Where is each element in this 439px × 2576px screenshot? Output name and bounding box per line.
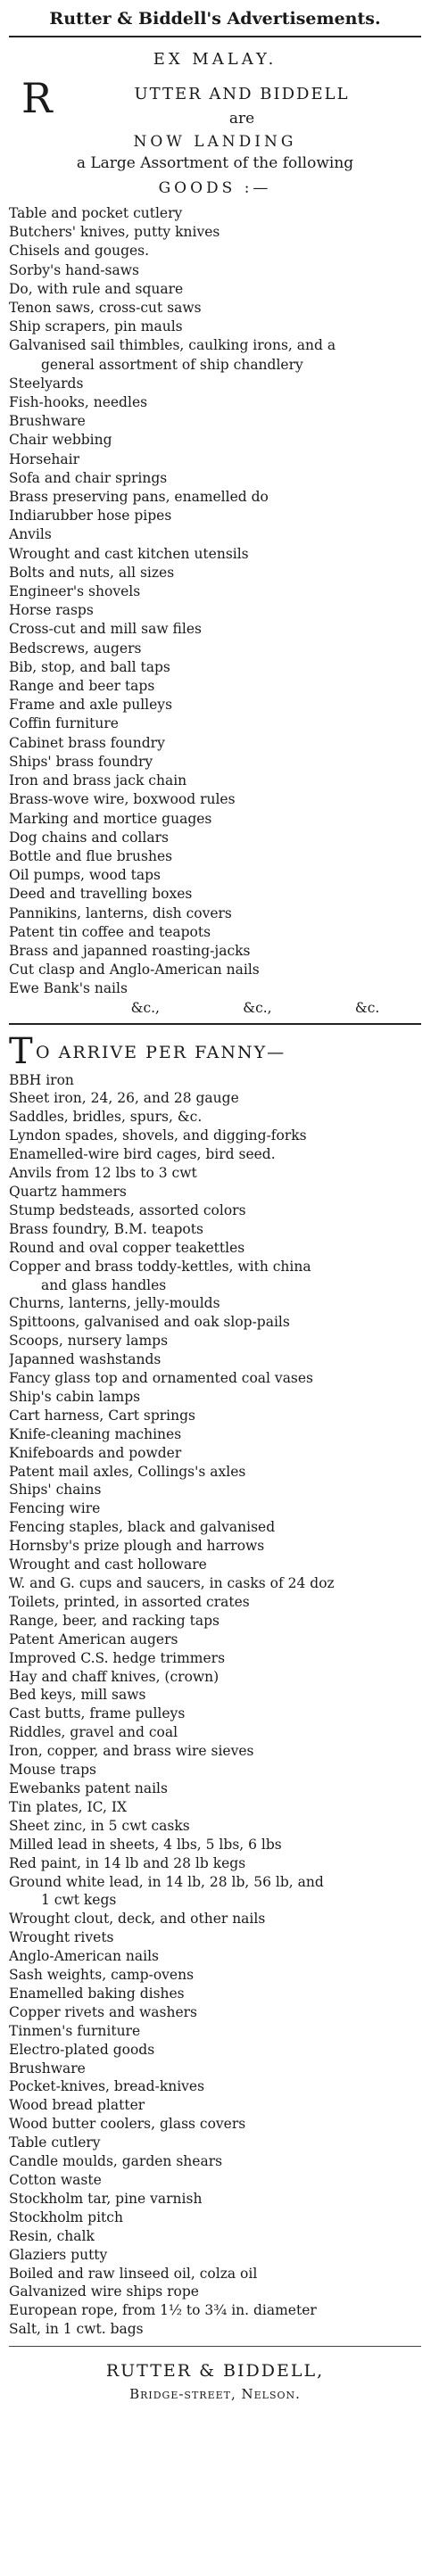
footer-divider xyxy=(9,2346,421,2347)
list-item: Tinmen's furniture xyxy=(9,2022,141,2039)
list-item: Toilets, printed, in assorted crates xyxy=(9,1593,250,1610)
list-item: Cast butts, frame pulleys xyxy=(9,1705,186,1722)
list-item: Hay and chaff knives, (crown) xyxy=(9,1668,220,1685)
list-item: European rope, from 1½ to 3¾ in. diameter xyxy=(9,2302,317,2319)
list-item: Fencing wire xyxy=(9,1500,101,1517)
list-item: Fencing staples, black and galvanised xyxy=(9,1519,276,1536)
list-item: Cut clasp and Anglo-American nails xyxy=(9,962,260,978)
list-item: Do, with rule and square xyxy=(9,280,184,297)
list-item: Galvanised sail thimbles, caulking irons, and a xyxy=(9,337,336,354)
list-item: Dog chains and collars xyxy=(9,829,169,846)
list-item: Wrought clout, deck, and other nails xyxy=(9,1911,266,1928)
list-item: Iron, copper, and brass wire sieves xyxy=(9,1743,254,1760)
list-item: Table and pocket cutlery xyxy=(9,205,183,221)
list-item: Sash weights, camp-ovens xyxy=(9,1967,195,1984)
list-item: Salt, in 1 cwt. bags xyxy=(9,2321,144,2338)
divider xyxy=(9,1023,421,1025)
etc-mark: &c., xyxy=(243,999,272,1016)
list-item: Bedscrews, augers xyxy=(9,640,142,656)
list-item: Anglo-American nails xyxy=(9,1948,159,1965)
list-item: Japanned washstands xyxy=(9,1351,162,1368)
list-item: Cross-cut and mill saw files xyxy=(9,621,202,638)
list-item: Knife-cleaning machines xyxy=(9,1425,182,1442)
list-item: Resin, chalk xyxy=(9,2227,95,2244)
list-item: Brushware xyxy=(9,2060,86,2076)
firm-name: UTTER AND BIDDELL xyxy=(134,85,350,103)
etc-line xyxy=(9,999,421,1018)
list-item: Range and beer taps xyxy=(9,678,155,695)
list-item: Bottle and flue brushes xyxy=(9,847,173,864)
list-item: Chair webbing xyxy=(9,432,112,449)
list-item: Table cutlery xyxy=(9,2134,101,2151)
list-item: Ship's cabin lamps xyxy=(9,1388,141,1405)
list-item: Sheet iron, 24, 26, and 28 gauge xyxy=(9,1090,239,1107)
list-item: Galvanized wire ships rope xyxy=(9,2283,199,2300)
list-item: Fancy glass top and ornamented coal vases xyxy=(9,1370,314,1387)
signature: RUTTER & BIDDELL, xyxy=(105,2361,325,2382)
list-item: W. and G. cups and saucers, in casks of 24 doz xyxy=(9,1575,335,1591)
list-item: Brushware xyxy=(9,413,86,430)
list-item: Brass preserving pans, enamelled do xyxy=(9,489,269,506)
etc-mark: &c., xyxy=(130,999,160,1016)
list-item: Lyndon spades, shovels, and digging-forks xyxy=(9,1127,307,1144)
list-item: Patent mail axles, Collings's axles xyxy=(9,1463,246,1480)
list-item: Scoops, nursery lamps xyxy=(9,1333,169,1350)
list-item: Stockholm pitch xyxy=(9,2209,123,2225)
list-item: Enamelled baking dishes xyxy=(9,1985,185,2002)
list-item: Wood bread platter xyxy=(9,2097,145,2114)
arrive-list xyxy=(9,1071,421,2340)
list-item: Copper and brass toddy-kettles, with china xyxy=(9,1258,311,1275)
list-item: Sheet zinc, in 5 cwt casks xyxy=(9,1817,190,1834)
list-item: Ships' brass foundry xyxy=(9,753,153,770)
list-item: Red paint, in 14 lb and 28 lb kegs xyxy=(9,1854,246,1871)
list-item: Knifeboards and powder xyxy=(9,1444,182,1461)
list-item: Stockholm tar, pine varnish xyxy=(9,2190,203,2207)
etc-mark: &c. xyxy=(354,999,380,1016)
list-item: Horsehair xyxy=(9,450,79,467)
list-item: Cabinet brass foundry xyxy=(9,734,165,751)
list-item: Patent tin coffee and teapots xyxy=(9,923,211,940)
list-item: Hornsby's prize plough and harrows xyxy=(9,1538,265,1555)
list-item: Churns, lanterns, jelly-moulds xyxy=(9,1295,220,1312)
list-item: Coffin furniture xyxy=(9,715,119,732)
list-item: Copper rivets and washers xyxy=(9,2003,198,2020)
list-item: Ewebanks patent nails xyxy=(9,1779,168,1796)
list-item: Butchers' knives, putty knives xyxy=(9,224,220,241)
list-item: Bib, stop, and ball taps xyxy=(9,658,170,675)
list-item: Chisels and gouges. xyxy=(9,243,150,260)
list-item: Pannikins, lanterns, dish covers xyxy=(9,904,232,921)
list-item: Wrought and cast holloware xyxy=(9,1556,207,1573)
list-item: Cart harness, Cart springs xyxy=(9,1407,195,1424)
list-item: general assortment of ship chandlery xyxy=(41,356,303,373)
page-header: Rutter & Biddell's Advertisements. xyxy=(9,7,421,37)
list-item: Frame and axle pulleys xyxy=(9,697,173,714)
arrive-heading xyxy=(9,1030,421,1072)
list-item: Wood butter coolers, glass covers xyxy=(9,2116,246,2133)
list-item: Brass and japanned roasting-jacks xyxy=(9,942,251,959)
list-item: Anvils xyxy=(9,526,52,543)
list-item: Wrought and cast kitchen utensils xyxy=(9,545,249,562)
list-item: Milled lead in sheets, 4 lbs, 5 lbs, 6 lbs xyxy=(9,1836,282,1853)
list-item: Wrought rivets xyxy=(9,1929,114,1946)
list-item: Riddles, gravel and coal xyxy=(9,1724,178,1741)
list-item: Ewe Bank's nails xyxy=(9,980,128,997)
list-item: Ground white lead, in 14 lb, 28 lb, 56 lb, and xyxy=(9,1873,324,1890)
list-item: Enamelled-wire bird cages, bird seed. xyxy=(9,1146,276,1163)
arrive-heading-text: O ARRIVE PER FANNY— xyxy=(36,1042,286,1062)
list-item: Bolts and nuts, all sizes xyxy=(9,564,175,581)
list-item: Patent American augers xyxy=(9,1631,178,1647)
list-item: Indiarubber hose pipes xyxy=(9,508,172,524)
now-landing: NOW LANDING xyxy=(133,133,297,151)
address: Bridge-street, Nelson. xyxy=(129,2386,301,2403)
list-item: Ships' chains xyxy=(9,1482,102,1499)
list-item: Saddles, bridles, spurs, &c. xyxy=(9,1109,203,1126)
list-item: Marking and mortice guages xyxy=(9,810,212,827)
list-item: Electro-plated goods xyxy=(9,2041,155,2058)
list-item: Ship scrapers, pin mauls xyxy=(9,318,183,335)
list-item: Stump bedsteads, assorted colors xyxy=(9,1201,246,1218)
list-item: Cotton waste xyxy=(9,2172,102,2188)
list-item: and glass handles xyxy=(41,1276,167,1293)
list-item: Sofa and chair springs xyxy=(9,469,168,486)
list-item: Range, beer, and racking taps xyxy=(9,1612,220,1629)
list-item: Anvils from 12 lbs to 3 cwt xyxy=(9,1165,197,1182)
drop-cap: R xyxy=(21,74,53,122)
list-item: Iron and brass jack chain xyxy=(9,772,187,789)
goods-heading: GOODS :— xyxy=(158,179,272,197)
list-item: Tenon saws, cross-cut saws xyxy=(9,300,202,317)
list-item: Boiled and raw linseed oil, colza oil xyxy=(9,2265,258,2282)
list-item: Tin plates, IC, IX xyxy=(9,1798,127,1815)
list-item: BBH iron xyxy=(9,1071,74,1088)
list-item: Sorby's hand-saws xyxy=(9,261,139,278)
list-item: Quartz hammers xyxy=(9,1183,127,1200)
ex-ship-heading: EX MALAY. xyxy=(153,50,277,69)
list-item: Bed keys, mill saws xyxy=(9,1687,146,1704)
drop-cap-t: T xyxy=(9,1030,33,1072)
list-item: Deed and travelling boxes xyxy=(9,886,193,903)
list-item: Improved C.S. hedge trimmers xyxy=(9,1649,226,1666)
list-item: Fish-hooks, needles xyxy=(9,394,148,411)
list-item: Round and oval copper teakettles xyxy=(9,1239,245,1256)
list-item: Engineer's shovels xyxy=(9,583,141,600)
goods-list xyxy=(9,204,421,999)
advertisement-page xyxy=(9,0,421,2402)
list-item: 1 cwt kegs xyxy=(41,1892,117,1909)
list-item: Steelyards xyxy=(9,375,84,392)
list-item: Horse rasps xyxy=(9,602,94,619)
list-item: Mouse traps xyxy=(9,1762,96,1779)
list-item: Oil pumps, wood taps xyxy=(9,867,162,884)
list-item: Pocket-knives, bread-knives xyxy=(9,2078,205,2095)
list-item: Spittoons, galvanised and oak slop-pails xyxy=(9,1314,290,1331)
list-item: Glaziers putty xyxy=(9,2246,108,2263)
list-item: Candle moulds, garden shears xyxy=(9,2153,223,2170)
are-text: are xyxy=(228,110,255,128)
assortment-text: a Large Assortment of the following xyxy=(76,154,354,172)
list-item: Brass foundry, B.M. teapots xyxy=(9,1220,203,1237)
list-item: Brass-wove wire, boxwood rules xyxy=(9,791,236,808)
